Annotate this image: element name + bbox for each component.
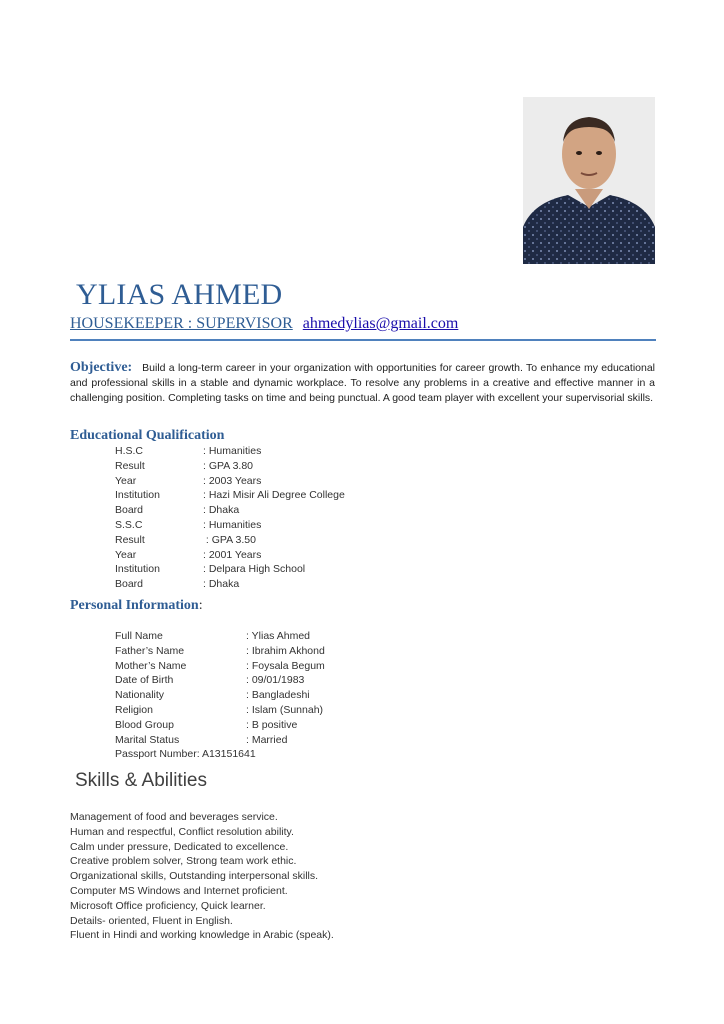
objective-paragraph — [70, 360, 655, 407]
skill-item: Computer MS Windows and Internet proficient. — [70, 884, 288, 897]
education-label: Result — [115, 533, 145, 546]
email-link[interactable]: ahmedylias@gmail.com — [302, 315, 459, 332]
objective-text: Build a long-term career in your organization with opportunities for career growth. To enhance my educational and professional skills in a stable and dynamic workplace. To resolve any problems in a creative and effective manner in a challenging position. Completing tasks on time and being punctual. A good team player with excellent your supervisorial skills. — [70, 362, 655, 405]
skill-item: Fluent in Hindi and working knowledge in Arabic (speak). — [70, 929, 334, 942]
education-label: Result — [115, 459, 145, 472]
objective-heading: Objective: — [70, 360, 133, 375]
personal-heading — [70, 598, 203, 614]
personal-row — [115, 673, 325, 688]
personal-heading-colon: : — [198, 598, 203, 613]
education-row — [115, 577, 345, 592]
personal-value: : 09/01/1983 — [246, 674, 305, 687]
personal-value: : Married — [246, 733, 288, 746]
education-row — [115, 548, 345, 563]
education-value: : 2001 Years — [203, 548, 262, 561]
education-label: S.S.C — [115, 518, 143, 531]
personal-list — [115, 629, 325, 762]
personal-heading-text: Personal Information — [70, 598, 199, 613]
personal-value: : Ibrahim Akhond — [246, 644, 325, 657]
personal-row — [115, 688, 325, 703]
education-value: : Dhaka — [203, 578, 240, 591]
personal-value: : Ylias Ahmed — [246, 630, 311, 642]
education-value: : GPA 3.80 — [203, 459, 254, 472]
personal-label: Religion — [115, 703, 153, 716]
personal-value: : Foysala Begum — [246, 659, 325, 672]
personal-value: : Bangladeshi — [246, 689, 310, 702]
personal-row — [115, 733, 325, 748]
skill-item: Calm under pressure, Dedicated to excellence. — [70, 840, 289, 853]
personal-value: : B positive — [246, 718, 298, 731]
education-row — [115, 459, 345, 474]
education-label: Board — [115, 578, 144, 591]
education-row — [115, 444, 345, 459]
education-row — [115, 533, 345, 548]
personal-label: Date of Birth — [115, 674, 174, 687]
personal-label: Marital Status — [115, 733, 180, 746]
education-label: H.S.C — [115, 445, 144, 457]
personal-row — [115, 644, 325, 659]
skill-item: Human and respectful, Conflict resolution ability. — [70, 825, 294, 838]
education-heading: Educational Qualification — [70, 428, 225, 443]
profile-photo-image — [523, 97, 655, 264]
personal-value: : Islam (Sunnah) — [246, 703, 324, 716]
education-value: : Humanities — [203, 445, 262, 457]
skill-item: Details- oriented, Fluent in English. — [70, 914, 233, 927]
education-value: : 2003 Years — [203, 474, 262, 487]
education-list — [115, 444, 345, 592]
profile-photo — [523, 97, 655, 264]
education-row — [115, 488, 345, 503]
candidate-name: YLIAS AHMED — [76, 278, 283, 311]
personal-label: Father’s Name — [115, 644, 185, 657]
passport-row: Passport Number: A13151641 — [115, 748, 256, 761]
personal-label: Full Name — [115, 630, 163, 642]
education-row — [115, 503, 345, 518]
personal-row — [115, 718, 325, 733]
skill-item: Management of food and beverages service. — [70, 811, 278, 823]
title-line — [70, 315, 458, 333]
education-label: Institution — [115, 489, 160, 502]
education-value: : Humanities — [203, 518, 262, 531]
education-label: Year — [115, 474, 137, 487]
skills-heading: Skills & Abilities — [75, 770, 207, 791]
education-label: Board — [115, 504, 144, 517]
education-row — [115, 518, 345, 533]
job-title: HOUSEKEEPER : SUPERVISOR — [70, 315, 293, 332]
education-row — [115, 562, 345, 577]
personal-label: Blood Group — [115, 718, 174, 731]
education-value: : Delpara High School — [203, 563, 306, 576]
education-row — [115, 474, 345, 489]
personal-row — [115, 629, 325, 644]
education-label: Institution — [115, 563, 160, 576]
education-label: Year — [115, 548, 137, 561]
education-value: : Dhaka — [203, 504, 240, 517]
personal-label: Mother’s Name — [115, 659, 187, 672]
skills-list — [70, 810, 334, 943]
skill-item: Organizational skills, Outstanding interpersonal skills. — [70, 870, 319, 883]
personal-row — [115, 659, 325, 674]
header-divider — [70, 339, 656, 341]
skill-item: Creative problem solver, Strong team work ethic. — [70, 855, 297, 868]
education-value: : GPA 3.50 — [203, 533, 256, 546]
skill-item: Microsoft Office proficiency, Quick learner. — [70, 899, 266, 912]
personal-label: Nationality — [115, 689, 165, 702]
education-value: : Hazi Misir Ali Degree College — [203, 489, 345, 502]
personal-row — [115, 703, 325, 718]
